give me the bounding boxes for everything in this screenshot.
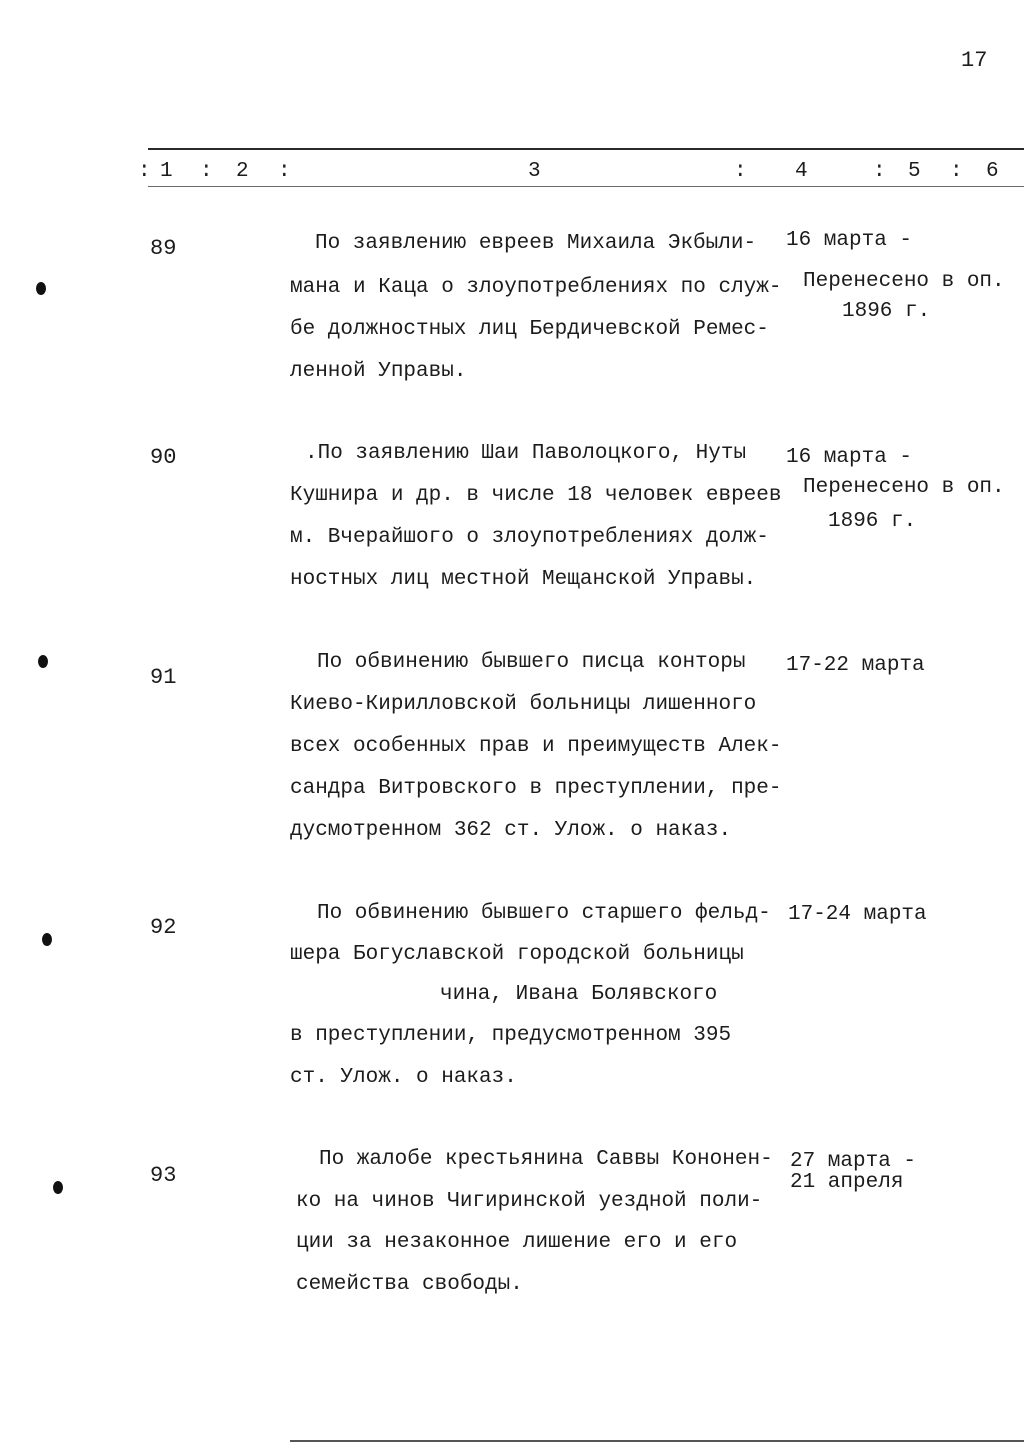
- entry-description-line: ностных лиц местной Мещанской Управы.: [290, 568, 757, 591]
- page-number: 17: [961, 48, 988, 73]
- entry-description-line: По обвинению бывшего писца конторы: [317, 651, 746, 674]
- entry-number: 92: [150, 915, 177, 940]
- entry-number: 91: [150, 665, 177, 690]
- header-rule-top: [148, 148, 1024, 150]
- entry-description-line: чина, Ивана Болявского: [440, 983, 718, 1006]
- entry-date: 17-24 марта: [788, 903, 927, 926]
- entry-note: Перенесено в оп.: [803, 476, 1005, 499]
- entry-description-line: м. Вчерайшого о злоупотреблениях долж-: [290, 526, 769, 549]
- header-col-6: 6: [986, 160, 999, 183]
- entry-date: 17-22 марта: [786, 654, 925, 677]
- entry-number: 90: [150, 445, 177, 470]
- header-col-4-separator: :: [734, 160, 747, 183]
- punch-hole-mark: [36, 282, 46, 295]
- entry-description-line: семейства свободы.: [296, 1273, 523, 1296]
- entry-note-year: 1896 г.: [842, 300, 931, 323]
- entry-note: Перенесено в оп.: [803, 270, 1005, 293]
- entry-description-line: сандра Витровского в преступлении, пре-: [290, 777, 782, 800]
- entry-date: 27 марта -: [790, 1150, 917, 1173]
- header-col-2: 2: [236, 160, 249, 183]
- header-col-3-separator: :: [278, 160, 291, 183]
- entry-description-line: ленной Управы.: [290, 360, 467, 383]
- header-col-5: 5: [908, 160, 921, 183]
- entry-description-line: ции за незаконное лишение его и его: [296, 1231, 738, 1254]
- entry-description-line: Киево-Кирилловской больницы лишенного: [290, 693, 757, 716]
- punch-hole-mark: [38, 655, 48, 668]
- header-col-1-separator: :: [138, 160, 151, 183]
- entry-description-line: шера Богуславской городской больницы: [290, 943, 744, 966]
- entry-date: 16 марта -: [786, 446, 913, 469]
- entry-date-end: 21 апреля: [790, 1171, 904, 1194]
- header-rule-bottom: [148, 186, 1024, 187]
- header-col-2-separator: :: [200, 160, 213, 183]
- footer-rule: [290, 1440, 1024, 1442]
- entry-description-line: дусмотренном 362 ст. Улож. о наказ.: [290, 819, 732, 842]
- header-col-1: 1: [160, 160, 173, 183]
- punch-hole-mark: [42, 933, 52, 946]
- entry-description-line: .По заявлению Шаи Паволоцкого, Нуты: [305, 442, 747, 465]
- entry-number: 93: [150, 1163, 177, 1188]
- header-col-5-separator: :: [873, 160, 886, 183]
- entry-description-line: Кушнира и др. в числе 18 человек евреев: [290, 484, 782, 507]
- entry-description-line: в преступлении, предусмотренном 395: [290, 1024, 732, 1047]
- header-col-4: 4: [795, 160, 808, 183]
- entry-note-year: 1896 г.: [828, 510, 917, 533]
- header-col-6-separator: :: [950, 160, 963, 183]
- entry-description-line: По заявлению евреев Михаила Экбыли-: [315, 232, 757, 255]
- punch-hole-mark: [53, 1181, 63, 1194]
- entry-description-line: бе должностных лиц Бердичевской Ремес-: [290, 318, 769, 341]
- entry-description-line: ст. Улож. о наказ.: [290, 1066, 517, 1089]
- entry-number: 89: [150, 236, 177, 261]
- entry-description-line: мана и Каца о злоупотреблениях по служ-: [290, 276, 782, 299]
- entry-description-line: всех особенных прав и преимуществ Алек-: [290, 735, 782, 758]
- entry-description-line: По жалобе крестьянина Саввы Кононен-: [319, 1148, 773, 1171]
- entry-description-line: По обвинению бывшего старшего фельд-: [317, 902, 771, 925]
- header-col-3: 3: [528, 160, 541, 183]
- entry-date: 16 марта -: [786, 229, 913, 252]
- entry-description-line: ко на чинов Чигиринской уездной поли-: [296, 1190, 763, 1213]
